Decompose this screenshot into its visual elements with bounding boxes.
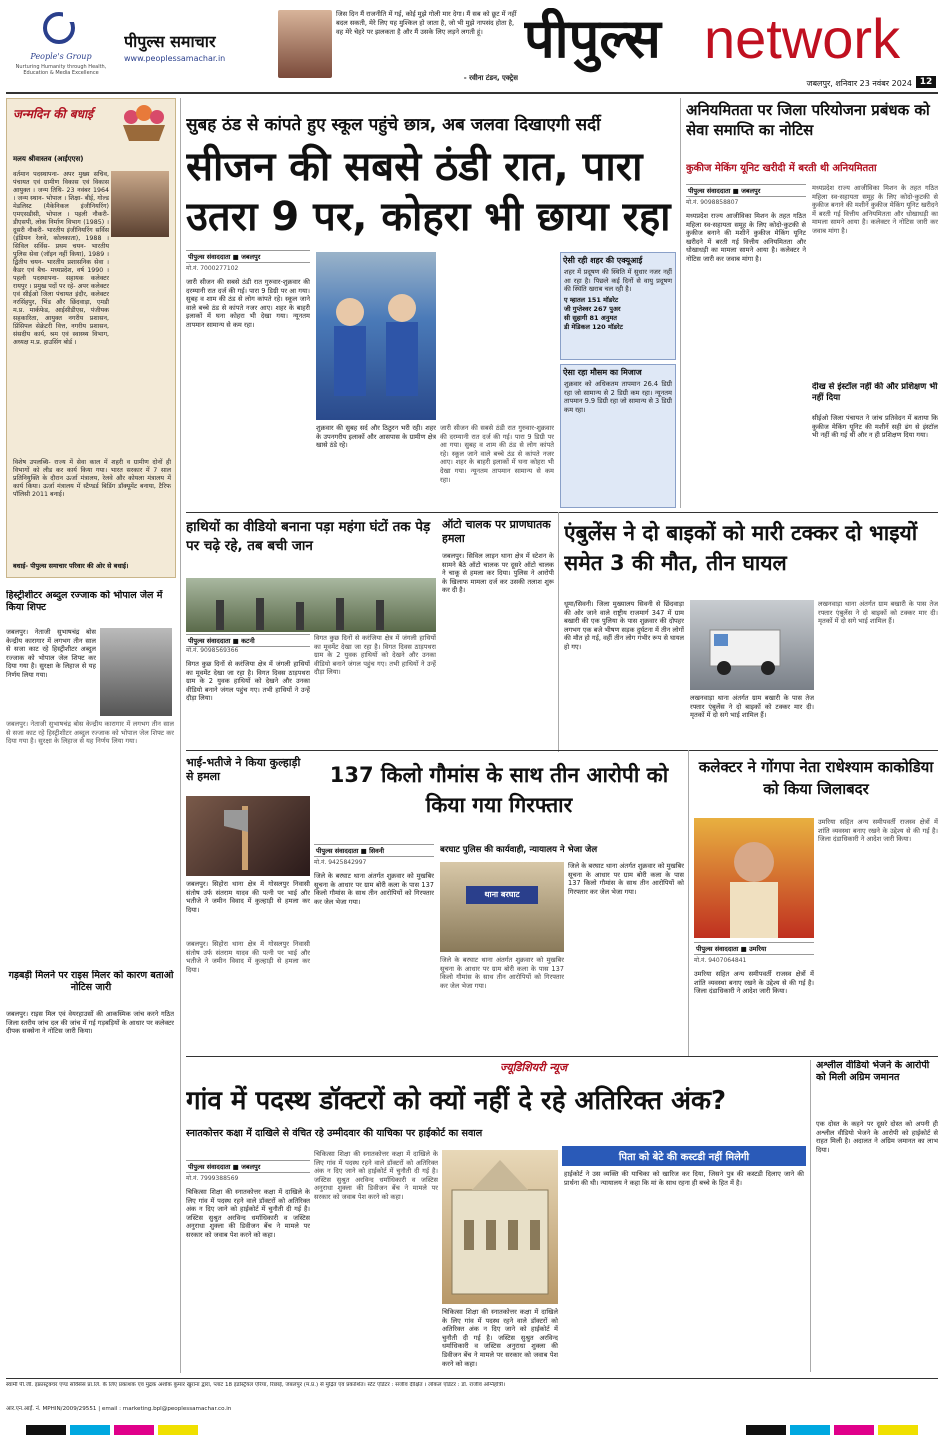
video-body: एक दोस्त के कहने पर दूसरे दोस्त को अपनी ही अश्लील वीडियो भेजने के आरोपी को हाईकोर्ट से राहत मिली है। अदालत ने अग्रिम जमानत का लाभ दिया। [816,1120,938,1154]
quote-text: जिस दिन मैं राजनीति में गई, कोई मुझे गोली मार देगा। मैं सब को छूट में नहीं बदल सकती, मेरे लिए यह मुश्किल हो जाता है, जो भी मुझे नापसंद होता है, वह मेरे चेहरे पर झलकता है और मैं उसके लिए लड़ने लगती हूं। [336,10,517,36]
police-station-sign: थाना बरघाट [466,886,538,904]
masthead-rule [6,92,938,94]
aqi-title: ऐसी रही शहर की एक्यूआई [563,256,643,265]
aqi-body: शहर में प्रदूषण की स्थिति में सुधार नजर नहीं आ रहा है। पिछले कई दिनों से वायु प्रदूषण की स्थिति खराब चल रही है। [564,268,672,294]
special-achievement: विशेष उपलब्धि- राज्य में सेवा काल में शहरी व ग्रामीण दोनों ही विभागों को लीड कर कार्य किया गया। भारत सरकार में 7 साल प्रतिनियुक्ति के दौरान ऊर्जा मंत्रालय, रेलवे और कोयला मंत्रालय में कार्य किया। ऊर्जा मंत्रालय में स्टैण्डर्ड बिडिंग डॉक्यूमेंट बनाया, टैरिफ पॉलिसी 2011 बनाई। [13,459,171,498]
niyamitata-sub-box [686,160,938,176]
paper-name: पीपुल्स समाचार [124,32,216,51]
axe-photo [186,796,310,876]
collector-mobile: मो.नं. 9407064841 [694,957,747,964]
column-rule-mid [558,512,559,752]
aqi-item: डी मेडिकल 120 मॉडरेट [564,322,623,331]
flower-basket-icon [117,103,171,143]
person-photo [111,171,169,237]
lead-caption: शुक्रवार की सुबह सर्द और ठिठुरन भरी रही। शहर के उपनगरीय इलाकों और आसपास के ग्रामीण क्षेत्र खासे ठंडे रहे। [316,424,436,450]
ambulance-photo [690,600,814,690]
gomas-body-col3: जिले के बरघाट थाना अंतर्गत शुक्रवार को मुखबिर सूचना के आधार पर ग्राम बोरी कला के पास 137 किलो गौमांस के साथ तीन आरोपियों को गिरफ्तार कर जेल भेजा गया। [568,862,684,896]
lead-kicker: सुबह ठंड से कांपते हुए स्कूल पहुंचे छात्र, अब जलवा दिखाएगी सर्दी [186,115,601,135]
elephant-mobile: मो.नं. 9098569366 [186,647,239,654]
group-name: People's Group [30,52,92,61]
column-rule-right2 [810,1060,811,1372]
aqi-box [560,252,676,360]
aqi-list [561,294,675,334]
custody-box [562,1146,806,1372]
gadbadi-headline-box [6,970,176,1006]
people-group-logo-icon [39,8,79,48]
lead-byline: पीपुल्स संवाददाता ■ जबलपुर [186,250,310,263]
gomas-headline-box [314,760,684,838]
bhai-headline-box [186,756,310,792]
quote-author-photo [278,10,332,78]
person-bio-short [13,171,109,346]
niyamitata-body: मध्यप्रदेश राज्य आजीविका मिशन के तहत गठित महिला स्व-सहायता समूह के लिए कोदो-कुटकी से कुकीज बनाने की मशीनें कुकीज मेकिंग यूनिट खरीदने में बरती गई वित्तीय अनियमितता और धोखाधड़ी का मामला सामने आया है। कलेक्टर ने नोटिस जारी कर जवाब मांगा है। [686,212,806,263]
niyamitata-sub2: दीख से इंस्टॉल नहीं की और प्रशिक्षण भी नहीं दिया [812,382,938,403]
person-name: मलय श्रीवास्तव (आईएएस) [13,155,84,163]
footer-reg: आर.एन.आई. नं. MPHIN/2009/29551 | email : marketing.bpl@peoplessamachar.co.in [6,1406,232,1412]
custody-body: हाईकोर्ट ने उस व्यक्ति की याचिका को खारिज कर दिया, जिसने पुत्र की कस्टडी दिलाए जाने की प्रार्थना की थी। न्यायालय ने कहा कि मां के साथ रहना ही बच्चे के हित में है। [564,1170,804,1187]
page-title-network: network [704,8,901,70]
gadbadi-headline: गड़बड़ी मिलने पर राइस मिलर को कारण बताओ नोटिस जारी [8,970,174,993]
judiciary-body-col3: चिकित्सा शिक्षा की स्नातकोत्तर कक्षा में दाखिले के लिए गांव में पदस्थ रहने वाले डॉक्टरों को अतिरिक्त अंक न दिए जाने को हाईकोर्ट में चुनौती दी गई है। जस्टिस सुश्रुत अरविन्द धर्माधिकारी व जस्टिस अनुराधा शुक्ला की डिवीजन बेंच ने मामले पर सरकार को जवाब पेश करने को कहा। [442,1308,558,1368]
video-headline: अश्लील वीडियो भेजने के आरोपी को मिली अग्रिम जमानत [816,1060,930,1083]
niyamitata-body-cont: मध्यप्रदेश राज्य आजीविका मिशन के तहत गठित महिला स्व-सहायता समूह के लिए कोदो-कुटकी से कुकीज बनाने की मशीनें कुकीज मेकिंग यूनिट खरीदने में बरती गई वित्तीय अनियमितता और धोखाधड़ी का मामला सामने आया है। कलेक्टर ने नोटिस जारी कर जवाब मांगा है। [812,184,938,235]
niyamitata-body2: सीईओ जिला पंचायत ने जांच प्रतिवेदन में बताया कि कुकीज मेकिंग यूनिट की मशीनें सही ढंग से इंस्टॉल भी नहीं की गई थीं और न ही प्रशिक्षण दिया गया। [812,414,938,440]
bhai-body-cont: जबलपुर। सिहोरा थाना क्षेत्र में गोसलपुर निवासी संतोष उर्फ संतराम यादव की पत्नी पर भाई और भतीजे ने जमीन विवाद में कुल्हाड़ी से हमला कर दिया। [186,940,310,974]
police-station-photo [440,862,564,952]
abdul-photo [100,628,172,716]
judiciary-byline: पीपुल्स संवाददाता ■ जबलपुर [186,1160,310,1173]
column-rule-left [180,98,181,1373]
lead-body-cont: जारी सीजन की सबसे ठंडी रात गुरुवार-शुक्रवार की दरम्यानी रात दर्ज की गई। पारा 9 डिग्री पर आ गया। सुबह व शाम की ठंड से लोग कांपते रहे। स्कूल जाने वाले बच्चे ठंड से कांपते नजर आए। शहर के बाहरी इलाकों में घना कोहरा भी देखा गया। न्यूनतम तापमान सामान्य से कम रहा। [440,424,554,484]
page-number: 12 [916,76,936,88]
aqi-item: जी गुप्तेश्वर 267 पुअर [564,304,621,313]
ambulance-body-cont: लखनवाड़ा थाना अंतर्गत ग्राम बखारी के पास तेज रफ्तार एंबुलेंस ने दो बाइकों को टक्कर मार दी। मृतकों में दो सगे भाई शामिल हैं। [818,600,938,626]
elephant-byline: पीपुल्स संवाददाता ■ कटनी [186,634,310,647]
column-rule-mid2 [688,750,689,1056]
judiciary-headline: गांव में पदस्थ डॉक्टरों को क्यों नहीं दे रहे अतिरिक्त अंक? [186,1086,727,1116]
custody-title: पिता को बेटे की कस्टडी नहीं मिलेगी [562,1146,806,1166]
elephant-body: विगत कुछ दिनों से करंजिया क्षेत्र में जंगली हाथियों का मूवमेंट देखा जा रहा है। विगत दिवस ठाड़पथरा ग्राम के 2 युवक हाथियों को देखने और उनका वीडियो बनाने जंगल पहुंच गए। तभी हाथियों ने उन्हें दौड़ा लिया। [186,660,310,703]
abdul-body: जबलपुर। नेताजी सुभाषचंद्र बोस केन्द्रीय कारागार में लगभग तीन साल से सजा काट रहे हिस्ट्रीशीटर अब्दुल रज्जाक को भोपाल जेल शिफ्ट कर दिया गया है। सुरक्षा के लिहाज से यह निर्णय लिया गया। [6,628,96,679]
footer-rule [6,1378,938,1379]
weather-title: ऐसा रहा मौसम का मिजाज [563,368,642,377]
elephant-body-cont: विगत कुछ दिनों से करंजिया क्षेत्र में जंगली हाथियों का मूवमेंट देखा जा रहा है। विगत दिवस ठाड़पथरा ग्राम के 2 युवक हाथियों को देखने और उनका वीडियो बनाने जंगल पहुंच गए। तभी हाथियों ने उन्हें दौड़ा लिया। [314,634,436,677]
elephant-photo [186,578,436,632]
birthday-panel [6,98,176,578]
row-rule-3 [186,1056,938,1057]
weather-box [560,364,676,508]
judiciary-headline-box [186,1084,806,1120]
lead-headline-box [186,142,676,262]
gomas-headline: 137 किलो गौमांस के साथ तीन आरोपी को किया गया गिरफ्तार [329,763,669,817]
gomas-body-cont: जिले के बरघाट थाना अंतर्गत शुक्रवार को मुखबिर सूचना के आधार पर ग्राम बोरी कला के पास 137 किलो गौमांस के साथ तीन आरोपियों को गिरफ्तार कर जेल भेजा गया। [440,956,564,990]
auto-headline: ऑटो चालक पर प्राणघातक हमला [442,518,551,545]
paper-brand [124,30,274,70]
lead-body: जारी सीजन की सबसे ठंडी रात गुरुवार-शुक्रवार की दरम्यानी रात दर्ज की गई। पारा 9 डिग्री पर आ गया। सुबह व शाम की ठंड से लोग कांपते रहे। स्कूल जाने वाले बच्चे ठंड से कांपते नजर आए। शहर के बाहरी इलाकों में घना कोहरा भी देखा गया। न्यूनतम तापमान सामान्य से कम रहा। [186,278,310,329]
gomas-sub-box [440,844,684,858]
registration-marks [6,1422,938,1436]
page-title-block [524,8,936,88]
gomas-body: जिले के बरघाट थाना अंतर्गत शुक्रवार को मुखबिर सूचना के आधार पर ग्राम बोरी कला के पास 137 किलो गौमांस के साथ तीन आरोपियों को गिरफ्तार कर जेल भेजा गया। [314,872,434,906]
birthday-wish: बधाई- पीपुल्स समाचार परिवार की ओर से बधाई। [13,562,129,570]
bhai-headline: भाई-भतीजे ने किया कुल्हाड़ी से हमला [186,756,301,783]
niyamitata-sub: कुकीज मेकिंग यूनिट खरीदी में बरती थी अनियमितता [686,163,877,174]
judiciary-sub-box [186,1126,806,1142]
collector-body: उमरिया सहित अन्य समीपवर्ती राजस्व क्षेत्रों में शांति व्यवस्था बनाए रखने के उद्देश्य से की गई है। जिला दंडाधिकारी ने आदेश जारी किया। [694,970,814,996]
row-rule-1 [186,512,938,513]
auto-body: जबलपुर। सिविल लाइन थाना क्षेत्र में स्टेशन के सामने बैठे ऑटो चालक पर दूसरे ऑटो चालक ने चाकू से हमला कर दिया। पुलिस ने आरोपी के खिलाफ मामला दर्ज कर उसकी तलाश शुरू कर दी है। [442,552,554,595]
judiciary-label-box [500,1060,640,1078]
gadbadi-body: जबलपुर। राइस मिल एवं वेयरहाउसों की आकस्मिक जांच करने गठित जिला स्तरीय जांच दल की जांच में गई गड़बड़ियों के आधार पर कलेक्टर दीपक सक्सेना ने नोटिस जारी किया। [6,1010,174,1036]
quote-author: - रवीना टंडन, एक्ट्रेस [463,74,518,82]
auto-headline-box [442,518,554,552]
niyamitata-headline: अनियमितता पर जिला परियोजना प्रबंधक को सेवा समाप्ति का नोटिस [686,101,930,139]
lead-mobile: मो.नं. 7000277102 [186,265,239,272]
collector-photo [694,818,814,938]
judiciary-body-col2: चिकित्सा शिक्षा की स्नातकोत्तर कक्षा में दाखिले के लिए गांव में पदस्थ रहने वाले डॉक्टरों को अतिरिक्त अंक न दिए जाने को हाईकोर्ट में चुनौती दी गई है। जस्टिस सुश्रुत अरविन्द धर्माधिकारी व जस्टिस अनुराधा शुक्ला की डिवीजन बेंच ने मामले पर सरकार को जवाब पेश करने को कहा। [314,1150,438,1201]
person-bio: वर्तमान पदस्थापना- अपर मुख्य सचिव, पंचायत एवं ग्रामीण विकास एवं विकास आयुक्त । जन्म तिथि- 23 नवंबर 1964 । जन्म स्थान- भोपाल । शिक्षा- बीई, गोल्ड मेडलिस्ट (मैकेनिकल इंजीनियरिंग) एमएसडीसी, भोपाल । पहली नौकरी- डीएसपी, लोक निर्माण विभाग (1985) । दूसरी नौकरी- भारतीय इंजीनियरिंग सर्विस (इंडियन रेलवे, कोलकाता), 1988 । सिविल सर्विस- प्रथम चयन- भारतीय पुलिस सेवा (जॉइन नहीं किया), 1989 । द्वितीय चयन- भारतीय प्रशासनिक सेवा । कैडर एवं बैच- मध्यप्रदेश, वर्ष 1990 । पहली पदस्थापना- सहायक कलेक्टर रायपुर । प्रमुख पदों पर रहे- अपर कलेक्टर एवं सीईओ जिला पंचायत इंदौर, कलेक्टर नरसिंहपुर, भिंड और छिंदवाड़ा, एमडी म.प्र. मार्कफेड, आईसीडीएस, पंजीयक सहकारिता, आयुक्त नगरीय प्रशासन, प्रिंसिपल सेक्रेटरी वित्त, नगरीय प्रशासन, संसदीय कार्य, श्रम एवं स्वास्थ्य विभाग, अध्यक्ष म.प्र. हाउसिंग बोर्ड । [13,171,109,346]
niyamitata-byline: पीपुल्स संवाददाता ■ जबलपुर [686,184,806,197]
judiciary-mobile: मो.नं. 7999388569 [186,1175,239,1182]
quote-box [278,10,518,88]
gomas-byline: पीपुल्स संवाददाता ■ सिवनी [314,844,434,857]
video-headline-box [816,1060,938,1118]
abdul-headline: हिस्ट्रीशीटर अब्दुल रज्जाक को भोपाल जेल में किया शिफ्ट [6,590,163,613]
ambulance-headline-box [564,518,938,598]
elephant-headline-box [186,518,436,576]
birthday-header: जन्मदिन की बधाई [13,107,93,121]
elephant-headline: हाथियों का वीडियो बनाना पड़ा महंगा घंटों तक पेड़ पर चढ़े रहे, तब बची जान [186,519,431,554]
judiciary-body: चिकित्सा शिक्षा की स्नातकोत्तर कक्षा में दाखिले के लिए गांव में पदस्थ रहने वाले डॉक्टरों को अतिरिक्त अंक न दिए जाने को हाईकोर्ट में चुनौती दी गई है। जस्टिस सुश्रुत अरविन्द धर्माधिकारी व जस्टिस अनुराधा शुक्ला की डिवीजन बेंच ने मामले पर सरकार को जवाब पेश करने को कहा। [186,1188,310,1239]
gomas-mobile: मो.नं. 9425842997 [314,859,367,866]
bhai-body: जबलपुर। सिहोरा थाना क्षेत्र में गोसलपुर निवासी संतोष उर्फ संतराम यादव की पत्नी पर भाई और भतीजे ने जमीन विवाद में कुल्हाड़ी से हमला कर दिया। [186,880,310,914]
column-rule-right [680,98,681,508]
abdul-body-cont: जबलपुर। नेताजी सुभाषचंद्र बोस केन्द्रीय कारागार में लगभग तीन साल से सजा काट रहे हिस्ट्रीशीटर अब्दुल रज्जाक को भोपाल जेल शिफ्ट कर दिया गया है। सुरक्षा के लिहाज से यह निर्णय लिया गया। [6,720,174,746]
footer-imprint: स्वामी पी.जी. इंफ्रास्ट्रक्चर एण्ड सर्विसेस प्रा.लि. के लिए प्रकाशक एवं मुद्रक अशोक कुमार खुराना द्वारा, प्लाट 18 इंडस्ट्रियल एरिया, रिछाई, जबलपुर (म.प्र.) से मुद्रित एवं प्रकाशित। स्टेट एडिटर : संजीव दीक्षित । लोकल एडिटर : डॉ. राजीव अग्निहोत्री। [6,1382,506,1388]
collector-body-cont: उमरिया सहित अन्य समीपवर्ती राजस्व क्षेत्रों में शांति व्यवस्था बनाए रखने के उद्देश्य से की गई है। जिला दंडाधिकारी ने आदेश जारी किया। [818,818,938,844]
ambulance-headline: एंबुलेंस ने दो बाइकों को मारी टक्कर दो भाइयों समेत 3 की मौत, तीन घायल [564,521,918,575]
lead-students-photo [316,252,436,420]
website-link[interactable]: www.peoplessamachar.in [124,54,226,63]
collector-byline: पीपुल्स संवाददाता ■ उमरिया [694,942,814,955]
lead-headline: सीजन की सबसे ठंडी रात, पारा उतरा 9 पर, कोहरा भी छाया रहा [186,144,671,240]
collector-headline-box [694,756,938,816]
weather-body: शुक्रवार को अधिकतम तापमान 26.4 डिग्री रहा जो सामान्य से 2 डिग्री कम रहा। न्यूनतम तापमान 9.9 डिग्री रहा जो सामान्य से 3 डिग्री कम रहा। [564,380,672,414]
lead-kicker-box [186,112,676,140]
ambulance-body: धूमा/सिवनी। जिला मुख्यालय सिवनी से छिंदवाड़ा की ओर जाने वाले राष्ट्रीय राजमार्ग 347 में ग्राम बखारी की एक पुलिया के पास शुक्रवार की दोपहर लगभग एक बजे भीषण सड़क दुर्घटना में तीन लोगों की मौत हो गई, वहीं तीन लोग गंभीर रूप से घायल हो गए। [564,600,684,651]
judiciary-label: ज्यूडिशियरी न्यूज [500,1061,568,1074]
aqi-item: ए म्हातल 151 मॉडरेट [564,295,619,304]
date-line: जबलपुर, शनिवार 23 नवंबर 2024 [806,79,912,88]
aqi-item: सी सुहागी 81 अनुमत [564,313,617,322]
page-title-hindi: पीपुल्स [524,8,661,70]
gomas-sub: बरघाट पुलिस की कार्यवाही, न्यायालय ने भेजा जेल [440,845,598,855]
group-logo [6,8,116,88]
row-rule-2 [186,750,938,751]
ambulance-body2: लखनवाड़ा थाना अंतर्गत ग्राम बखारी के पास तेज रफ्तार एंबुलेंस ने दो बाइकों को टक्कर मार दी। मृतकों में दो सगे भाई शामिल हैं। [690,694,814,720]
high-court-photo [442,1150,558,1304]
niyamitata-mobile: मो.नं. 9098858807 [686,199,739,206]
collector-headline: कलेक्टर ने गोंगपा नेता राधेश्याम काकोडिया को किया जिलाबदर [698,758,934,798]
judiciary-sub: स्नातकोत्तर कक्षा में दाखिले से वंचित रहे उम्मीदवार की याचिका पर हाईकोर्ट का सवाल [186,1128,483,1139]
group-tagline: Nurturing Humanity through Health, Education & Media Excellence [15,64,107,76]
